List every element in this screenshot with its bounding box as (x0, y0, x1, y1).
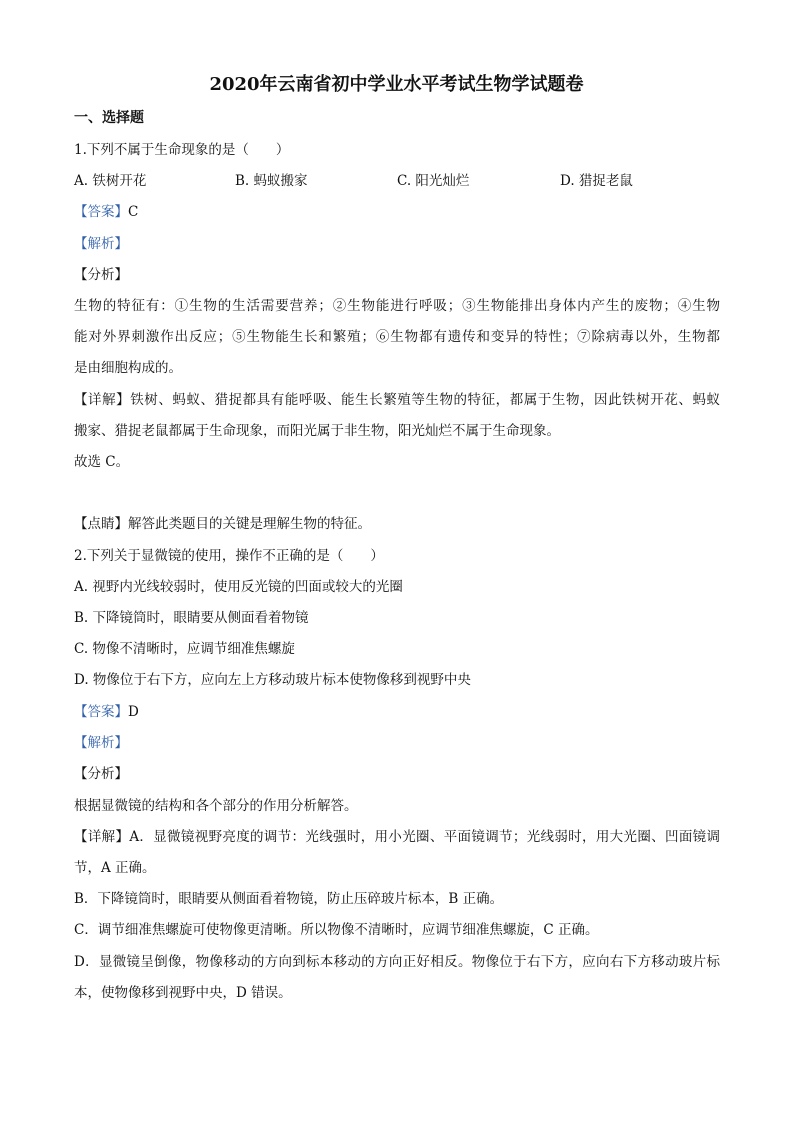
question-2-detail-line-2: 节，A 正确。 (74, 860, 156, 876)
question-1-jiexi-tag: 【解析】 (74, 236, 128, 252)
question-1-fenxi-tag: 【分析】 (74, 267, 128, 283)
question-2-option-d: D. 物像位于右下方，应向左上方移动玻片标本使物像移到视野中央 (74, 672, 471, 688)
question-2-answer (74, 703, 139, 721)
question-1-option-a: A. 铁树开花 (74, 173, 147, 189)
question-1-detail-line-2: 搬家、猎捉老鼠都属于生命现象，而阳光属于非生物，阳光灿烂不属于生命现象。 (74, 423, 560, 439)
question-1-option-c: C. 阳光灿烂 (397, 173, 470, 189)
question-2-detail-line-5: D．显微镜呈倒像，物像移动的方向到标本移动的方向正好相反。物像位于右下方，应向右下方移动玻片标 (74, 954, 720, 970)
question-2-analysis: 根据显微镜的结构和各个部分的作用分析解答。 (74, 798, 358, 814)
answer-value: D (128, 704, 139, 720)
question-2-detail-line-1: 【详解】A．显微镜视野亮度的调节：光线强时，用小光圈、平面镜调节；光线弱时，用大光圈、凹面镜调 (74, 829, 720, 845)
question-2-detail-line-3: B．下降镜筒时，眼睛要从侧面看着物镜，防止压碎玻片标本，B 正确。 (74, 891, 504, 907)
question-1-option-b: B. 蚂蚁搬家 (235, 173, 308, 189)
question-1-conclusion: 故选 C。 (74, 454, 130, 470)
question-2-detail-line-4: C．调节细准焦螺旋可使物像更清晰。所以物像不清晰时，应调节细准焦螺旋，C 正确。 (74, 922, 599, 938)
question-2-option-b: B. 下降镜筒时，眼睛要从侧面看着物镜 (74, 610, 309, 626)
question-1-tip: 【点睛】解答此类题目的关键是理解生物的特征。 (74, 516, 371, 532)
question-2-jiexi-tag: 【解析】 (74, 735, 128, 751)
question-1-option-d: D. 猎捉老鼠 (560, 173, 633, 189)
question-2-fenxi-tag: 【分析】 (74, 766, 128, 782)
answer-tag: 【答案】 (74, 704, 128, 720)
question-2-stem: 2.下列关于显微镜的使用，操作不正确的是（ ） (74, 548, 384, 564)
question-1-detail-line-1: 【详解】铁树、蚂蚁、猎捉都具有能呼吸、能生长繁殖等生物的特征，都属于生物，因此铁树开花、蚂蚁 (74, 392, 720, 408)
question-1-analysis-line-1: 生物的特征有：①生物的生活需要营养；②生物能进行呼吸；③生物能排出身体内产生的废物；④生物 (74, 298, 720, 314)
answer-value: C (128, 204, 139, 220)
section-heading: 一、选择题 (74, 110, 144, 126)
question-1-answer (74, 203, 138, 221)
question-1-analysis-line-3: 是由细胞构成的。 (74, 360, 182, 376)
question-2-detail-line-6: 本，使物像移到视野中央，D 错误。 (74, 985, 292, 1001)
page-title: 2020年云南省初中学业水平考试生物学试题卷 (209, 74, 584, 95)
question-2-option-a: A. 视野内光线较弱时，使用反光镜的凹面或较大的光圈 (74, 579, 403, 595)
question-1-stem: 1.下列不属于生命现象的是（ ） (74, 142, 290, 158)
answer-tag: 【答案】 (74, 204, 128, 220)
question-1-analysis-line-2: 能对外界刺激作出反应；⑤生物能生长和繁殖；⑥生物都有遗传和变异的特性；⑦除病毒以外，生物都 (74, 329, 720, 345)
question-2-option-c: C. 物像不清晰时，应调节细准焦螺旋 (74, 641, 295, 657)
